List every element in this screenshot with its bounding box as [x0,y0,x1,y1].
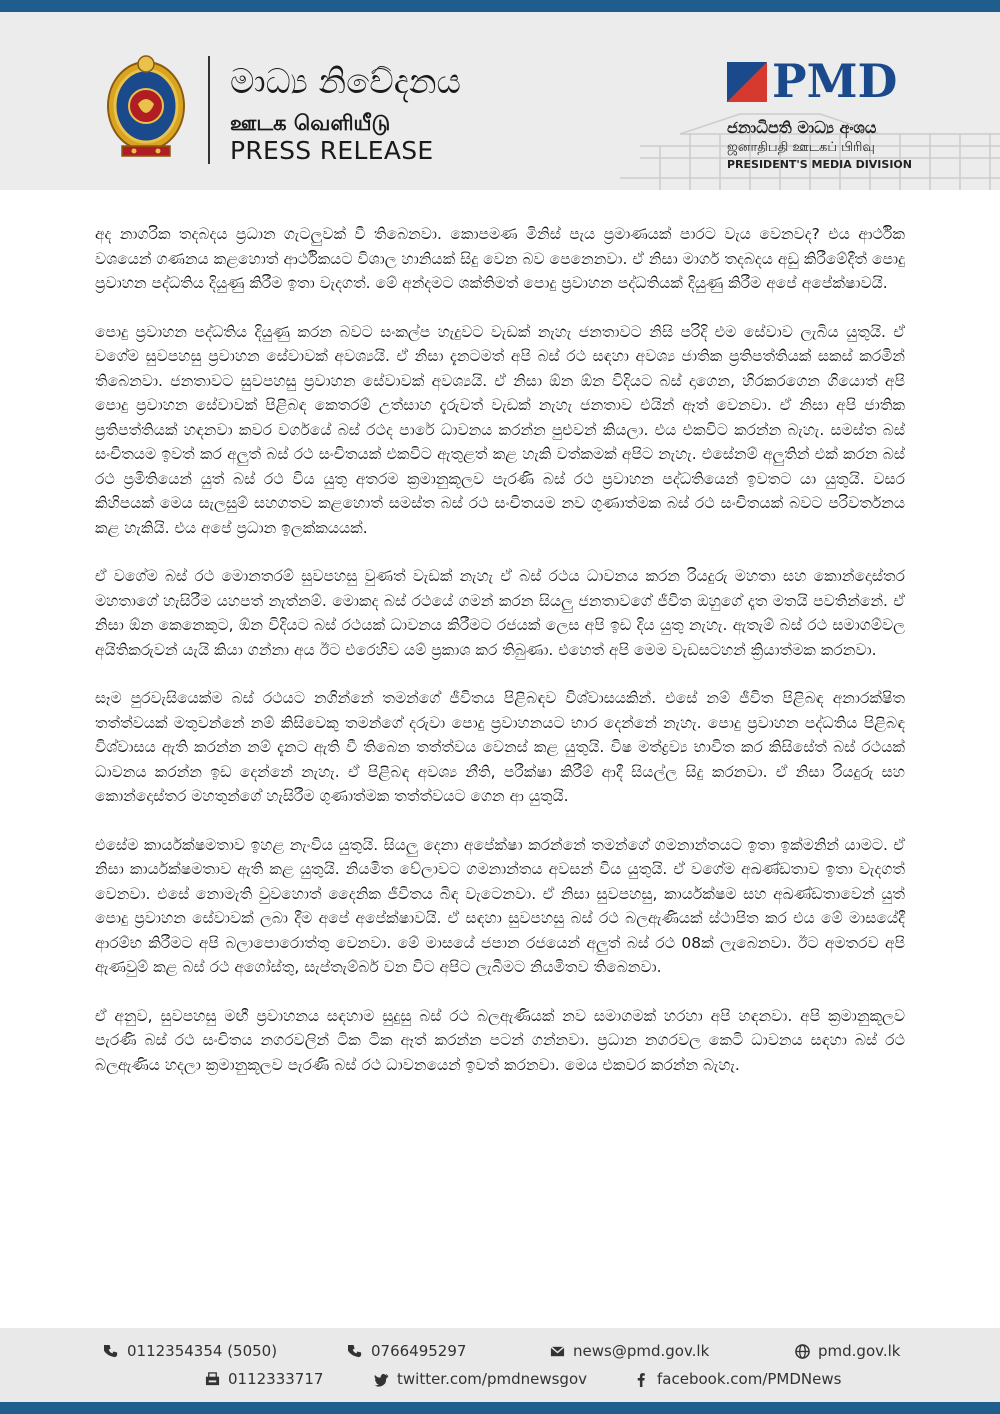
sri-lanka-national-emblem-icon [104,54,188,166]
org-name-tamil: ஜனாதிபதி ஊடகப் பிரிவு [727,140,875,155]
footer-fax[interactable] [205,1370,323,1388]
title-english: PRESS RELEASE [230,136,434,165]
facebook-icon [634,1372,649,1387]
phone-number: 0112354354 (5050) [127,1342,278,1360]
mobile-icon [348,1344,363,1359]
org-name-english: PRESIDENT'S MEDIA DIVISION [727,158,912,171]
press-release-body [95,222,905,1101]
org-name-sinhala: ජනාධිපති මාධ්‍ය අංශය [727,118,877,137]
email-address: news@pmd.gov.lk [573,1342,710,1360]
paragraph: ඒ වගේම බස් රථ මොනතරම් සුවපහසු වුණත් වැඩක් නැහැ ඒ බස් රථය ධාවනය කරන රියදුරු මහතා සහ කොන්දොස්තර මහතාගේ හැසිරීම යහපත් නැත්නම්. මොකද බස් රථයේ ගමන් කරන සියලු ජනතාවගේ ජීවිත ඔහුගේ දෑත මතයි පවතින්නේ. ඒ නිසා ඕන කෙනෙකුට, ඕන විදියට බස් රථයක් ධාවනය කිරීමට රජයක් ලෙස අපි ඉඩ දිය යුතු නැහැ. ඇතැම් බස් රථ සමාගම්වල අයිතිකරුවන් යැයි කියා ගන්නා අය ඊට එරෙහිව යම් ප්‍රකාශ කර තිබුණා. එහෙත් අපි මෙම වැඩසටහන් ක්‍රියාත්මක කරනවා. [95,567,905,659]
paragraph: එසේම කාර්යක්ෂමතාව ඉහළ නැංවිය යුතුයි. සියලු දෙනා අපේක්ෂා කරන්නේ තමන්ගේ ගමනාන්තයට ඉතා ඉක්මනින් යාමට. ඒ නිසා කාර්යක්ෂමතාව ඇති කළ යුතුයි. නියමිත වේලාවට ගමනාන්තය අවසන් විය යුතුයි. ඒ වගේම අඛණ්ඩතාව ඉතා වැදගත් වෙනවා. එසේ නොමැති වුවහොත් දෛනික ජීවිතය බිඳ වැටෙනවා. ඒ නිසා සුවපහසු, කාර්යක්ෂම සහ අඛණ්ඩතාවෙන් යුත් පොදු ප්‍රවාහන සේවාවක් ලබා දීම අපේ අපේක්ෂාවයි. ඒ සඳහා සුවපහසු බස් රථ බලඇණියක් ස්ථාපිත කර එය මේ මාසයේදී ආරම්භ කිරීමට අපි බලාපොරොත්තු වෙනවා. මේ මාසයේ ජපාන රජයෙන් අලුත් බස් රථ 08ක් ලැබෙනවා. ඊට අමතරව අපි ඇණවුම් කළ බස් රථ අගෝස්තු, සැප්තැම්බර් වන විට අපිට ලැබීමට නියමිතව තිබෙනවා. [95,835,905,976]
title-sinhala: මාධ්‍ය නිවේදනය [230,62,461,102]
pmd-logo-text: PMD [772,54,898,108]
page-header [0,12,1000,190]
contact-footer [0,1328,1000,1402]
header-divider [208,56,210,164]
twitter-handle: twitter.com/pmdnewsgov [397,1370,588,1388]
bottom-accent-bar [0,1402,1000,1414]
top-accent-bar [0,0,1000,12]
globe-icon [795,1344,810,1359]
paragraph: අද නාගරික තදබදය ප්‍රධාන ගැටලුවක් වී තිබෙනවා. කොපමණ මිනිස් පැය ප්‍රමාණයක් පාරට වැය වෙනවද? එය ආර්ථික වශයෙන් ගණනය කළහොත් ආර්ථිකයට විශාල හානියක් සිදු වෙන බව පෙනෙනවා. ඒ නිසා මාර්ග තදබදය අඩු කිරීමේදීත් පොදු ප්‍රවාහන පද්ධතිය දියුණු කිරීම ඉතා වැදගත්. මේ අන්දමට ශක්තිමත් පොදු ප්‍රවාහන පද්ධතියක් දියුණු කිරීම අපේ අපේක්ෂාවයි. [95,225,905,292]
twitter-icon [374,1372,389,1387]
footer-website[interactable] [795,1342,900,1360]
footer-facebook[interactable] [634,1370,841,1388]
footer-phone[interactable] [104,1342,277,1360]
paragraph: ඒ අනුව, සුවපහසු මඟී ප්‍රවාහනය සඳහාම සුදුසු බස් රථ බලඇණියක් නව සමාගමක් හරහා අපි හඳනවා. අපි ක්‍රමානුකූලව පැරණි බස් රථ සංචිතය නගරවලින් ටික ටික ඈත් කරන්න පටන් ගන්නවා. ප්‍රධාන නගරවල කෙටි ධාවනය සඳහා බස් රථ බලඇණිය හදලා ක්‍රමානුකූලව පැරණි බස් රථ ධාවනයෙන් ඉවත් කරනවා. මෙය එකවර කරන්න බැහැ. [95,1006,905,1074]
title-tamil: ஊடக வெளியீடு [230,111,391,135]
pmd-logo-mark-icon [727,62,767,102]
footer-mobile[interactable] [348,1342,466,1360]
fax-icon [205,1372,220,1387]
fax-number: 0112333717 [228,1370,324,1388]
website-url: pmd.gov.lk [818,1342,901,1360]
mobile-number: 0766495297 [371,1342,467,1360]
email-icon [550,1344,565,1359]
phone-icon [104,1344,119,1359]
footer-email[interactable] [550,1342,709,1360]
paragraph: සෑම පුරවැසියෙක්ම බස් රථයට නගින්නේ තමන්ගේ ජීවිතය පිළිබඳව විශ්වාසයකින්. එසේ නම් ජීවිත පිළිබඳ අනාරක්ෂිත තත්ත්වයක් මතුවන්නේ නම් කිසිවෙකු තමන්ගේ දරුවා පොදු ප්‍රවාහනයට භාර දෙන්නේ නැහැ. පොදු ප්‍රවාහන පද්ධතිය පිළිබඳ විශ්වාසය ඇති කරන්න නම් දැනට ඇති වී තිබෙන තත්ත්වය වෙනස් කළ යුතුයි. විෂ මත්ද්‍රව්‍ය භාවිත කර කිසිසේත් බස් රථයක් ධාවනය කරන්න ඉඩ දෙන්නේ නැහැ. ඒ පිළිබඳ අවශ්‍ය නීති, පරීක්ෂා කිරීම් ආදී සියල්ල සිදු කරනවා. ඒ නිසා රියදුරු සහ කොන්දොස්තර මහතුන්ගේ හැසිරීම ගුණාත්මක තත්ත්වයට ගෙන ආ යුතුයි. [95,689,905,805]
footer-twitter[interactable] [374,1370,587,1388]
paragraph: පොදු ප්‍රවාහන පද්ධතිය දියුණු කරන බවට සංකල්ප හැදුවට වැඩක් නැහැ ජනතාවට නිසි පරිදි එම සේවාව ලැබිය යුතුයි. ඒ වගේම සුවපහසු ප්‍රවාහන සේවාවක් අවශ්‍යයි. ඒ නිසා දැනටමත් අපි බස් රථ සඳහා අවශ්‍ය ජාතික ප්‍රතිපත්තියක් සකස් කරමින් තිබෙනවා. ජනතාවට සුවපහසු ප්‍රවාහන සේවාවක් අවශ්‍යයි. ඒ නිසා ඕන ඕන විදියට බස් දාගෙන, හිරකරගෙන ගියොත් අපි පොදු ප්‍රවාහන සේවාවක් පිළිබඳ කෙතරම් උත්සාහ දැරුවත් වැඩක් නැහැ ජනතාව එයින් ඈත් වෙනවා. ඒ නිසා අපි ජාතික ප්‍රතිපත්තියක් හඳනවා කවර වර්ගයේ බස් රථද පාරේ ධාවනය කරන්න පුළුවන් කියලා. එය එකවිට කරන්න බැහැ. සමස්ත බස් සංචිතයම ඉවත් කර අලුත් බස් රථ සංචිතයක් එකවිට ඇතුළත් කළ හැකි වත්කමක් අපිට නැහැ. එසේනම් අලුතින් එක් කරන බස් රථ ප්‍රමිතියෙන් යුත් බස් රථ විය යුතු අතරම ක්‍රමානුකූලව පැරණි බස් රථ ප්‍රවාහන පද්ධතියෙන් ඉවතට යා යුතුයි. වසර කිහිපයක් මෙය සැලසුම් සහගතව කළහොත් සමස්ත බස් රථ සංචිතයම නව ගුණාත්මක බස් රථ සංචිතයක් බවට පරිවර්තනය කළ හැකියි. එය අපේ ප්‍රධාන ඉලක්කයයක්. [95,322,905,537]
facebook-page: facebook.com/PMDNews [657,1370,842,1388]
